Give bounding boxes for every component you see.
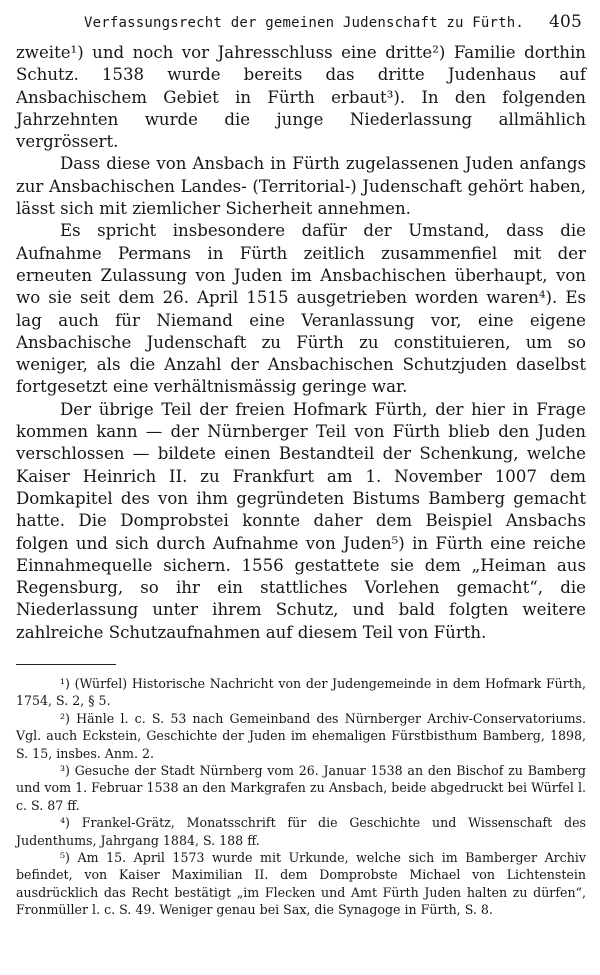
footnotes bbox=[16, 675, 586, 919]
footnote: ⁵) Am 15. April 1573 wurde mit Urkunde, welche sich im Bamberger Archiv befindet, von Kaiser Maximilian II. dem Domprobste Michael von Lichtenstein ausdrücklich das Recht bestätigt „im Flecken und Amt Fürth Juden halten zu dürfen“, Fronmüller l. c. S. 49. Weniger genau bei Sax, die Synagoge in Fürth, S. 8. bbox=[16, 850, 586, 918]
footnote: ²) Hänle l. c. S. 53 nach Gemeinband des Nürnberger Archiv-Conservatoriums. Vgl. auch Eckstein, Geschichte der Juden im ehemaligen Fürstbisthum Bamberg, 1898, S. 15, insbes. Anm. 2. bbox=[16, 710, 586, 761]
paragraph: Dass diese von Ansbach in Fürth zugelassenen Juden anfangs zur Ansbachischen Landes- (Territorial-) Judenschaft gehört haben, lässt sich mit ziemlicher Sicherheit annehmen. bbox=[16, 154, 586, 219]
footnote-divider bbox=[16, 664, 116, 665]
page-header bbox=[16, 12, 586, 42]
paragraph: Der übrige Teil der freien Hofmark Fürth, der hier in Frage kommen kann — der Nürnberger Teil von Fürth blieb den Juden verschlossen — bildete einen Bestandteil der Schenkung, welche Kaiser Heinrich II. zu Frankfurt am 1. November 1007 dem Domkapitel des von ihm gegründeten Bistums Bamberg gemacht hatte. Die Domprobstei konnte daher dem Beispiel Ansbachs folgen und sich durch Aufnahme von Juden⁵) in Fürth eine reiche Einnahmequelle sichern. 1556 gestattete sie dem „Heiman aus Regensburg, so ihr ein stattliches Vorlehen gemacht“, die Niederlassung unter ihrem Schutz, und bald folgten weitere zahlreiche Schutzaufnahmen auf diesem Teil von Fürth. bbox=[16, 399, 586, 642]
running-title: Verfassungsrecht der gemeinen Judenschaft zu Fürth. bbox=[84, 15, 525, 31]
footnote: ⁴) Frankel-Grätz, Monatsschrift für die Geschichte und Wissenschaft des Judenthums, Jahrgang 1884, S. 188 ff. bbox=[16, 815, 586, 848]
footnote: ³) Gesuche der Stadt Nürnberg vom 26. Januar 1538 an den Bischof zu Bamberg und vom 1. Februar 1538 an den Markgrafen zu Ansbach, beide abgedruckt bei Würfel l. c. S. 87 ff. bbox=[16, 763, 586, 813]
paragraph: zweite¹) und noch vor Jahresschluss eine dritte²) Familie dorthin Schutz. 1538 wurde bereits das dritte Judenhaus auf Ansbachischem Gebiet in Fürth erbaut³). In den folgenden Jahrzehnten wurde die junge Niederlassung allmählich vergrössert. bbox=[16, 43, 586, 152]
footnote: ¹) (Würfel) Historische Nachricht von der Judengemeinde in dem Hofmark Fürth, 1754, S. 2, § 5. bbox=[16, 676, 586, 709]
body-text bbox=[16, 42, 586, 644]
paragraph: Es spricht insbesondere dafür der Umstand, dass die Aufnahme Permans in Fürth zeitlich zusammenfiel mit der erneuten Zulassung von Juden im Ansbachischen überhaupt, von wo sie seit dem 26. April 1515 ausgetrieben worden waren⁴). Es lag auch für Niemand eine Veranlassung vor, eine eigene Ansbachische Judenschaft zu Fürth zu constituieren, um so weniger, als die Anzahl der Ansbachischen Schutzjuden daselbst fortgesetzt eine verhältnismässig geringe war. bbox=[16, 221, 586, 397]
page-number: 405 bbox=[548, 12, 582, 32]
